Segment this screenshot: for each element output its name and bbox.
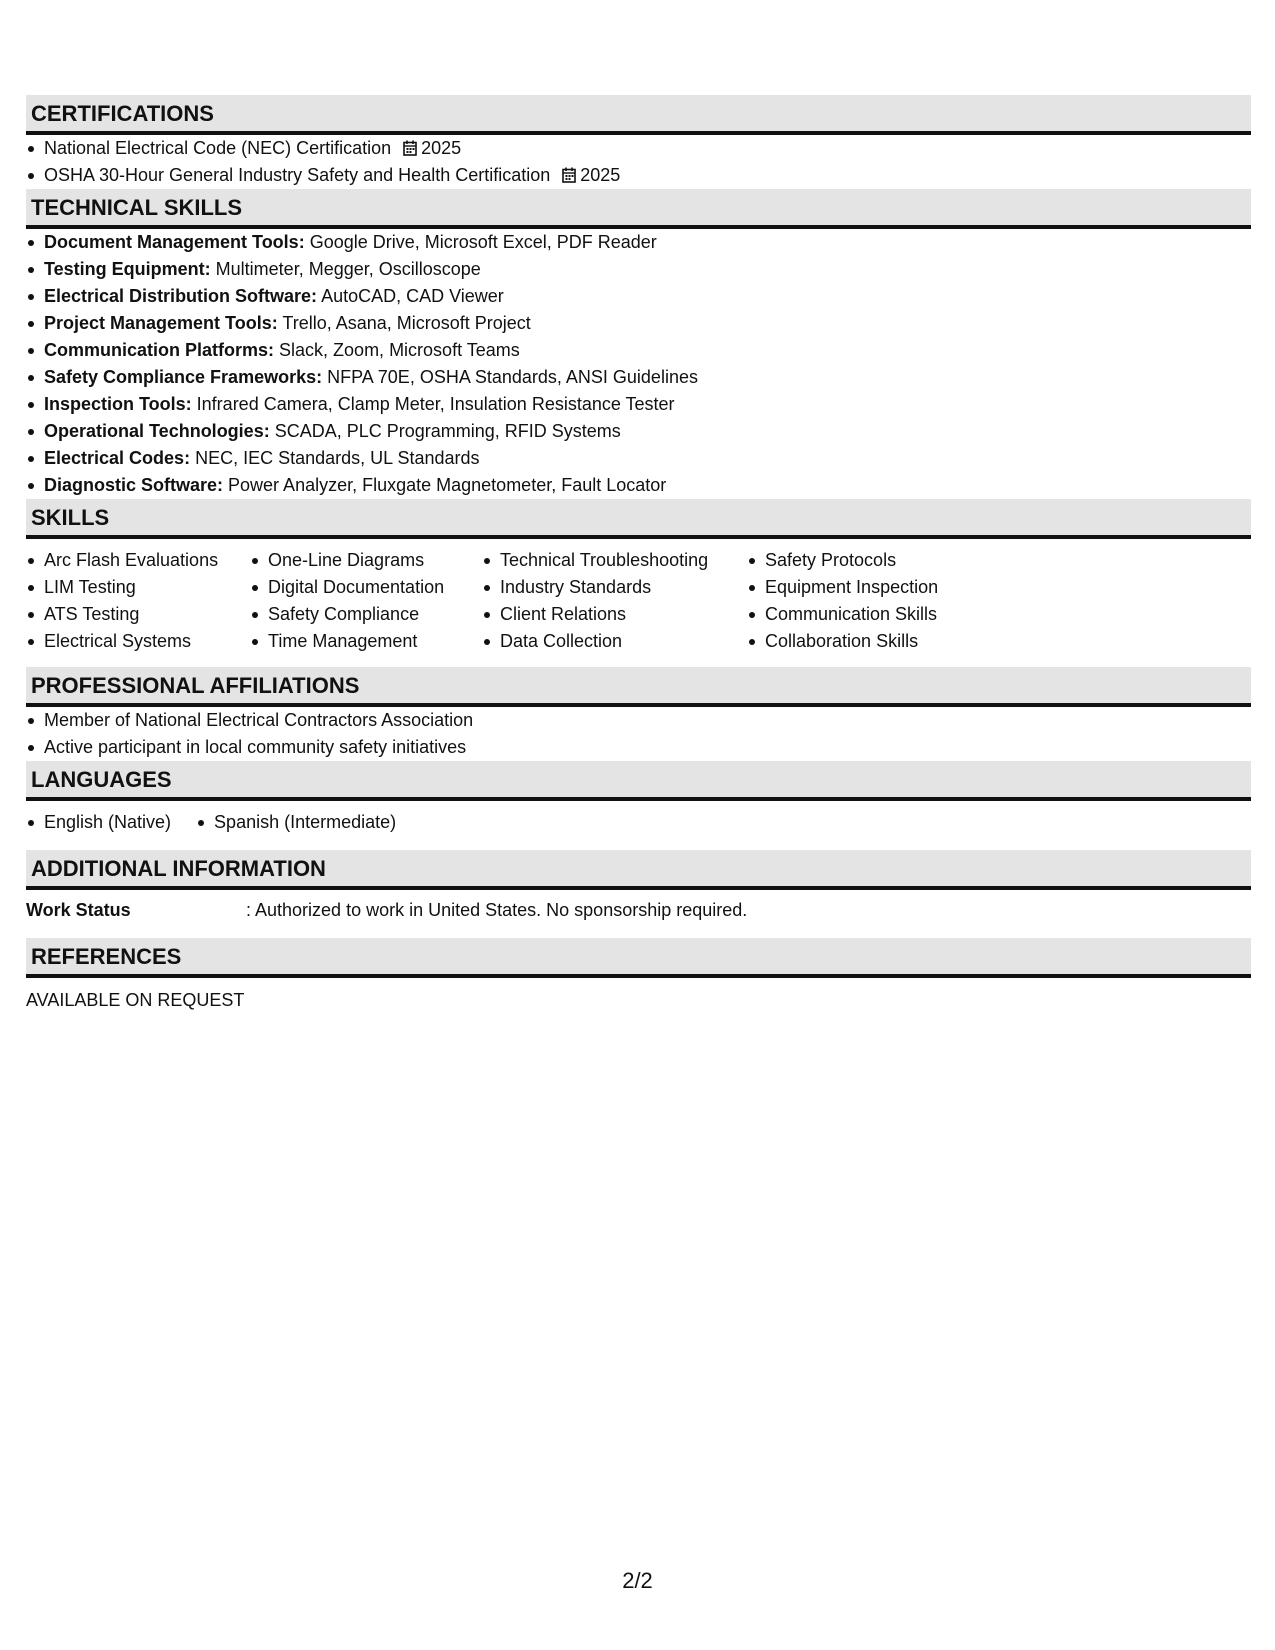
skill-category: Testing Equipment:: [44, 259, 211, 279]
certification-item: [26, 162, 1251, 189]
page-number: 2/2: [622, 1568, 653, 1593]
technical-skill-item: [26, 283, 1251, 310]
skill-tools: Google Drive, Microsoft Excel, PDF Reader: [304, 232, 657, 252]
skill-tools: Power Analyzer, Fluxgate Magnetometer, Fault Locator: [223, 475, 667, 495]
skill-item: Communication Skills: [747, 601, 1027, 628]
skill-category: Electrical Distribution Software:: [44, 286, 318, 306]
languages-list: [26, 801, 1251, 850]
technical-skill-item: [26, 364, 1251, 391]
skill-category: Diagnostic Software:: [44, 475, 224, 495]
technical-skill-item: [26, 337, 1251, 364]
skill-category: Document Management Tools:: [44, 232, 305, 252]
skill-item: Collaboration Skills: [747, 628, 1027, 655]
skills-grid: [26, 539, 1251, 667]
skills-column: [250, 547, 460, 655]
skills-column: [747, 547, 1027, 655]
skill-category: Project Management Tools:: [44, 313, 278, 333]
skill-tools: NEC, IEC Standards, UL Standards: [190, 448, 480, 468]
skill-item: Industry Standards: [482, 574, 725, 601]
resume-page: [26, 95, 1251, 1014]
skill-category: Communication Platforms:: [44, 340, 275, 360]
calendar-icon: [403, 140, 417, 156]
certification-item: [26, 135, 1251, 162]
skill-item: One-Line Diagrams: [250, 547, 460, 574]
skill-item: Client Relations: [482, 601, 725, 628]
affiliations-heading: PROFESSIONAL AFFILIATIONS: [26, 667, 1251, 707]
language-item: English (Native): [26, 809, 171, 836]
skills-heading: SKILLS: [26, 499, 1251, 539]
skill-item: LIM Testing: [26, 574, 228, 601]
references-text: AVAILABLE ON REQUEST: [26, 990, 245, 1010]
skill-item: Digital Documentation: [250, 574, 460, 601]
technical-skills-list: [26, 229, 1251, 499]
technical-skill-item: [26, 310, 1251, 337]
work-status-value: : Authorized to work in United States. No sponsorship required.: [246, 900, 748, 920]
skill-tools: Trello, Asana, Microsoft Project: [277, 313, 531, 333]
technical-skills-heading: TECHNICAL SKILLS: [26, 189, 1251, 229]
technical-skill-item: [26, 418, 1251, 445]
skill-tools: NFPA 70E, OSHA Standards, ANSI Guidelines: [322, 367, 698, 387]
technical-skill-item: [26, 229, 1251, 256]
skill-item: Time Management: [250, 628, 460, 655]
skill-category: Safety Compliance Frameworks:: [44, 367, 323, 387]
work-status-label: Work Status: [26, 900, 131, 920]
skill-item: Equipment Inspection: [747, 574, 1027, 601]
certifications-list: [26, 135, 1251, 189]
certification-year: 2025: [580, 165, 621, 185]
language-group: [196, 809, 396, 836]
work-status-row: [26, 890, 1251, 938]
affiliations-list: [26, 707, 1251, 761]
technical-skill-item: [26, 445, 1251, 472]
skill-category: Electrical Codes:: [44, 448, 191, 468]
skill-tools: Infrared Camera, Clamp Meter, Insulation Resistance Tester: [191, 394, 675, 414]
technical-skill-item: [26, 391, 1251, 418]
skill-category: Inspection Tools:: [44, 394, 192, 414]
skill-item: Technical Troubleshooting: [482, 547, 725, 574]
technical-skill-item: [26, 472, 1251, 499]
skill-item: ATS Testing: [26, 601, 228, 628]
skill-item: Arc Flash Evaluations: [26, 547, 228, 574]
skill-item: Data Collection: [482, 628, 725, 655]
languages-heading: LANGUAGES: [26, 761, 1251, 801]
certifications-heading: CERTIFICATIONS: [26, 95, 1251, 135]
language-group: [26, 809, 171, 836]
certification-name: National Electrical Code (NEC) Certification: [44, 138, 392, 158]
skill-tools: AutoCAD, CAD Viewer: [317, 286, 504, 306]
calendar-icon: [562, 167, 576, 183]
skill-item: Safety Protocols: [747, 547, 1027, 574]
additional-info-heading: ADDITIONAL INFORMATION: [26, 850, 1251, 890]
technical-skill-item: [26, 256, 1251, 283]
affiliation-item: Member of National Electrical Contractors Association: [26, 707, 1251, 734]
skill-tools: Slack, Zoom, Microsoft Teams: [274, 340, 520, 360]
language-item: Spanish (Intermediate): [196, 809, 396, 836]
skill-tools: SCADA, PLC Programming, RFID Systems: [269, 421, 621, 441]
skill-item: Safety Compliance: [250, 601, 460, 628]
affiliation-item: Active participant in local community safety initiatives: [26, 734, 1251, 761]
references-heading: REFERENCES: [26, 938, 1251, 978]
certification-name: OSHA 30-Hour General Industry Safety and Health Certification: [44, 165, 551, 185]
certification-year: 2025: [421, 138, 462, 158]
skills-column: [26, 547, 228, 655]
skill-item: Electrical Systems: [26, 628, 228, 655]
skill-category: Operational Technologies:: [44, 421, 270, 441]
skills-column: [482, 547, 725, 655]
skill-tools: Multimeter, Megger, Oscilloscope: [210, 259, 481, 279]
